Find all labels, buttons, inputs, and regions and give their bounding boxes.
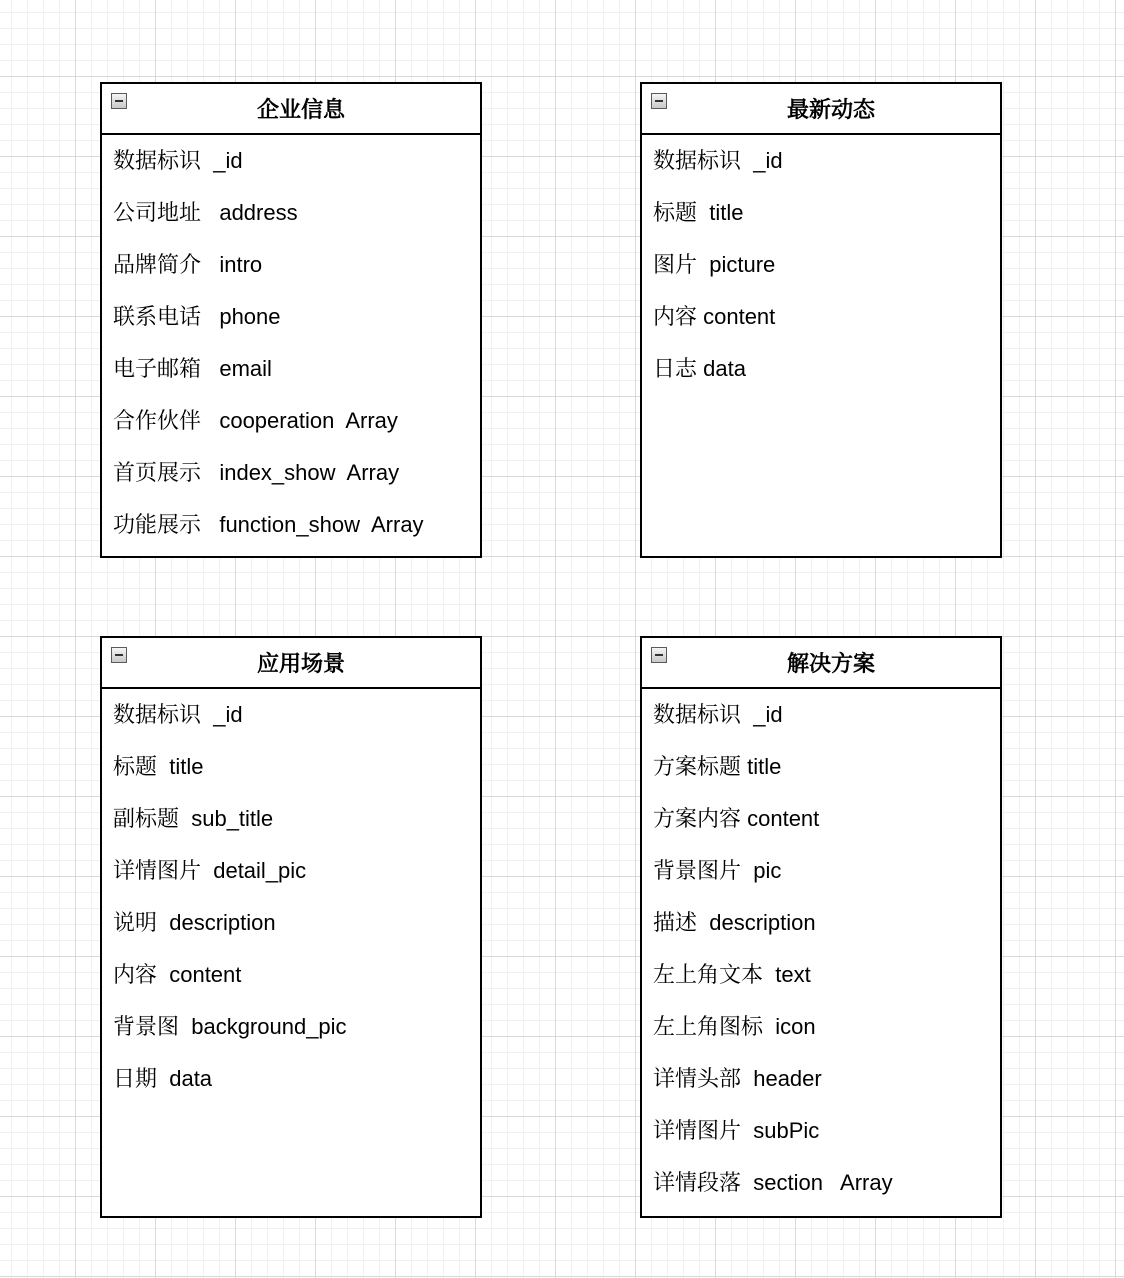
field-row: 详情头部 header <box>653 1066 822 1091</box>
field-row: 数据标识 _id <box>653 702 783 727</box>
field-row: 数据标识 _id <box>653 148 783 173</box>
entity-table-application-scenario[interactable] <box>100 636 482 1218</box>
entity-table-company-info[interactable] <box>100 82 482 558</box>
field-row: 图片 picture <box>653 252 776 277</box>
table-title: 企业信息 <box>256 97 345 122</box>
field-row: 日期 data <box>113 1066 213 1091</box>
table-body <box>102 135 480 551</box>
field-row: 背景图片 pic <box>653 858 782 883</box>
field-row: 品牌简介 intro <box>113 252 263 277</box>
field-row: 联系电话 phone <box>113 304 281 329</box>
field-row: 详情图片 detail_pic <box>113 858 307 883</box>
field-row: 左上角文本 text <box>653 962 811 987</box>
field-row: 日志 data <box>653 356 746 381</box>
table-body <box>642 135 1000 395</box>
table-header <box>642 638 1000 689</box>
entity-table-solution[interactable] <box>640 636 1002 1218</box>
field-row: 数据标识 _id <box>113 148 243 173</box>
field-row: 背景图 background_pic <box>113 1014 347 1039</box>
field-row: 描述 description <box>653 910 816 935</box>
field-row: 内容 content <box>653 304 776 329</box>
field-row: 左上角图标 icon <box>653 1014 816 1039</box>
field-row: 详情段落 section Array <box>653 1170 893 1195</box>
field-row: 电子邮箱 email <box>113 356 272 381</box>
table-body <box>642 689 1000 1209</box>
table-title: 最新动态 <box>786 97 875 122</box>
field-row: 内容 content <box>113 962 242 987</box>
table-header <box>102 638 480 689</box>
table-title: 应用场景 <box>256 651 345 676</box>
field-row: 首页展示 index_show Array <box>113 460 400 485</box>
field-row: 标题 title <box>653 200 744 225</box>
entity-table-latest-news[interactable] <box>640 82 1002 558</box>
table-body <box>102 689 480 1105</box>
field-row: 方案标题 title <box>653 754 782 779</box>
table-title: 解决方案 <box>786 651 875 676</box>
table-header <box>642 84 1000 135</box>
field-row: 标题 title <box>113 754 204 779</box>
field-row: 方案内容 content <box>653 806 820 831</box>
field-row: 副标题 sub_title <box>113 806 274 831</box>
field-row: 详情图片 subPic <box>653 1118 820 1143</box>
field-row: 说明 description <box>113 910 276 935</box>
field-row: 公司地址 address <box>113 200 298 225</box>
field-row: 合作伙伴 cooperation Array <box>113 408 398 433</box>
field-row: 数据标识 _id <box>113 702 243 727</box>
field-row: 功能展示 function_show Array <box>113 512 424 537</box>
table-header <box>102 84 480 135</box>
